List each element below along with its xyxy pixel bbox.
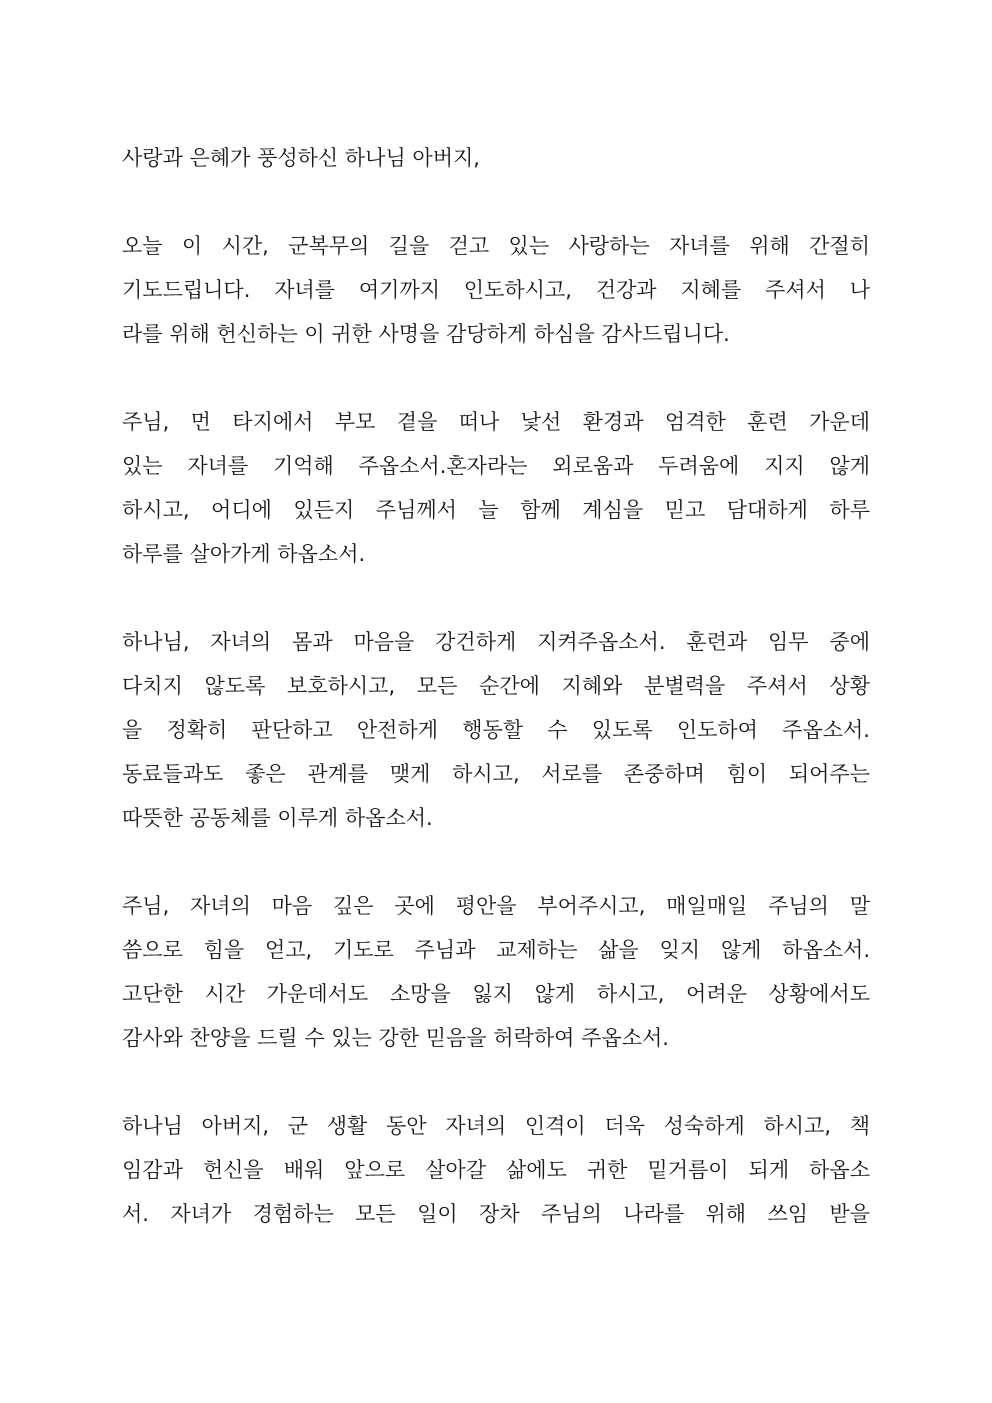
paragraph-4: [122, 884, 870, 1060]
paragraph-line: 고단한 시간 가운데서도 소망을 잃지 않게 하시고, 어려운 상황에서도: [122, 982, 870, 1006]
paragraph-gap: [122, 356, 870, 400]
paragraph-line: 하루를 살아가게 하옵소서.: [122, 542, 366, 566]
paragraph-line: 임감과 헌신을 배워 앞으로 살아갈 삶에도 귀한 밑거름이 되게 하옵소: [122, 1158, 870, 1182]
paragraph-gap: [122, 1060, 870, 1104]
paragraph-gap: [122, 840, 870, 884]
paragraph-1: [122, 224, 870, 356]
paragraph-line: 따뜻한 공동체를 이루게 하옵소서.: [122, 806, 433, 830]
paragraph-line: 있는 자녀를 기억해 주옵소서.혼자라는 외로움과 두려움에 지지 않게: [122, 454, 870, 478]
document-body: [122, 136, 870, 1236]
paragraph-line: 주님, 자녀의 마음 깊은 곳에 평안을 부어주시고, 매일매일 주님의 말: [122, 894, 870, 918]
paragraph-2: [122, 400, 870, 576]
paragraph-line: 하나님, 자녀의 몸과 마음을 강건하게 지켜주옵소서. 훈련과 임무 중에: [122, 630, 870, 654]
paragraph-line: 하나님 아버지, 군 생활 동안 자녀의 인격이 더욱 성숙하게 하시고, 책: [122, 1114, 870, 1138]
paragraph-line: 감사와 찬양을 드릴 수 있는 강한 믿음을 허락하여 주옵소서.: [122, 1026, 669, 1050]
paragraph-gap: [122, 576, 870, 620]
paragraph-line: 서. 자녀가 경험하는 모든 일이 장차 주님의 나라를 위해 쓰임 받을: [122, 1202, 870, 1226]
paragraph-line: 오늘 이 시간, 군복무의 길을 걷고 있는 사랑하는 자녀를 위해 간절히: [122, 234, 870, 258]
paragraph-3: [122, 620, 870, 840]
paragraph-line: 하시고, 어디에 있든지 주님께서 늘 함께 계심을 믿고 담대하게 하루: [122, 498, 870, 522]
paragraph-5: [122, 1104, 870, 1236]
greeting-line: 사랑과 은혜가 풍성하신 하나님 아버지,: [122, 146, 480, 170]
paragraph-line: 을 정확히 판단하고 안전하게 행동할 수 있도록 인도하여 주옵소서.: [122, 718, 870, 742]
paragraph-line: 동료들과도 좋은 관계를 맺게 하시고, 서로를 존중하며 힘이 되어주는: [122, 762, 870, 786]
paragraph-gap: [122, 180, 870, 224]
paragraph-line: 씀으로 힘을 얻고, 기도로 주님과 교제하는 삶을 잊지 않게 하옵소서.: [122, 938, 870, 962]
paragraph-line: 주님, 먼 타지에서 부모 곁을 떠나 낯선 환경과 엄격한 훈련 가운데: [122, 410, 870, 434]
paragraph-line: 다치지 않도록 보호하시고, 모든 순간에 지혜와 분별력을 주셔서 상황: [122, 674, 870, 698]
paragraph-line: 기도드립니다. 자녀를 여기까지 인도하시고, 건강과 지혜를 주셔서 나: [122, 278, 870, 302]
paragraph-line: 라를 위해 헌신하는 이 귀한 사명을 감당하게 하심을 감사드립니다.: [122, 322, 730, 346]
